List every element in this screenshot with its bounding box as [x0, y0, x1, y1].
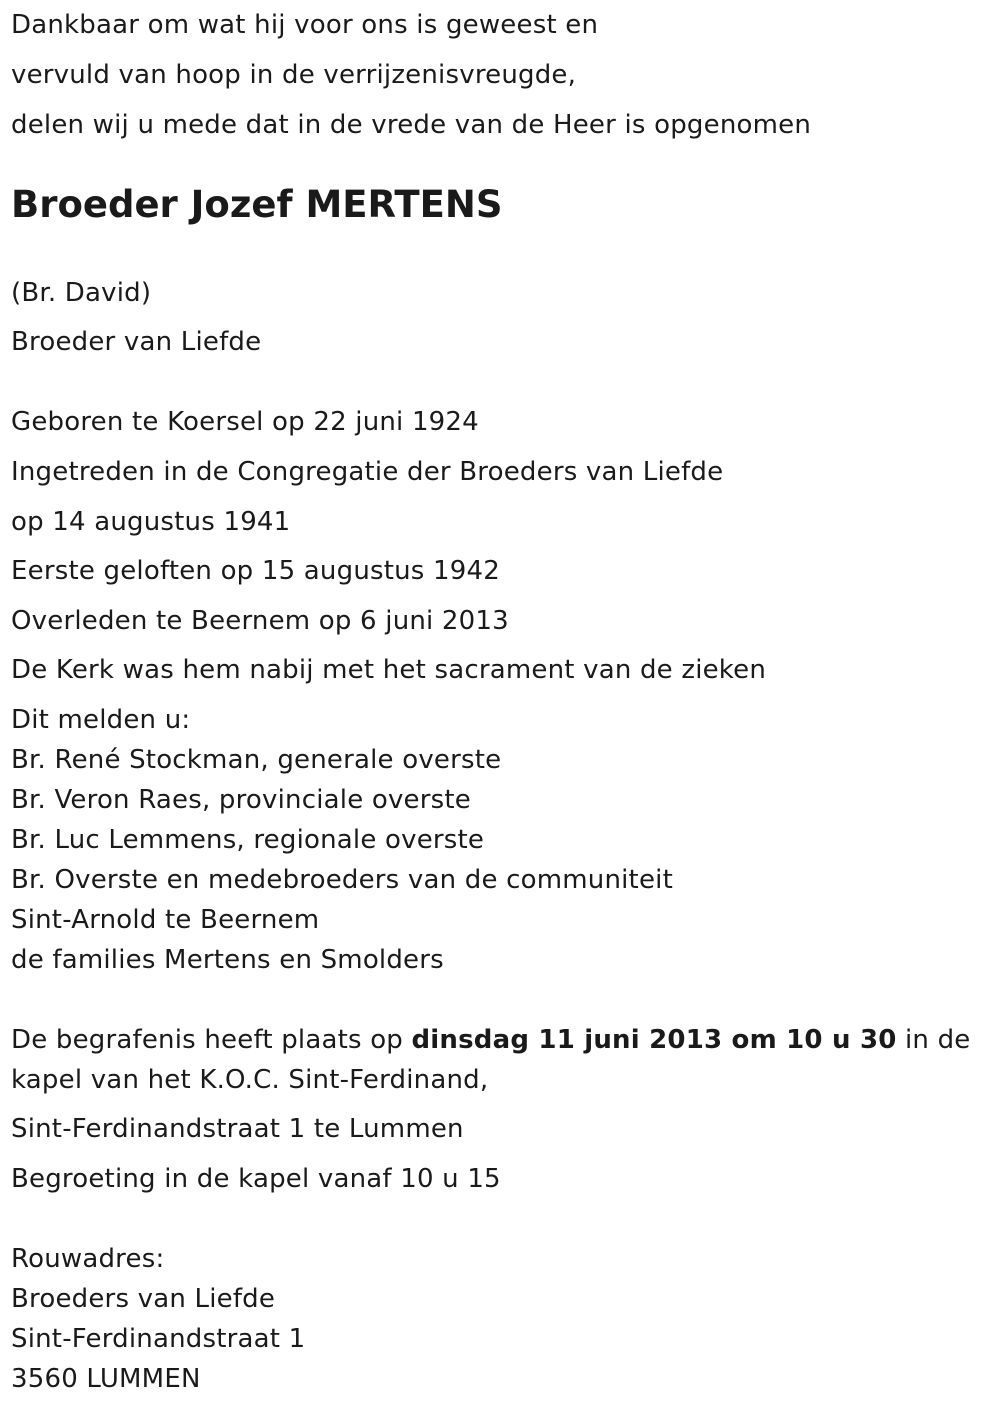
announcer-line: Br. René Stockman, generale overste — [11, 745, 502, 775]
deceased-name: Broeder Jozef MERTENS — [11, 183, 503, 226]
announcers-heading: Dit melden u: — [11, 705, 191, 735]
intro-line: Dankbaar om wat hij voor ons is geweest en — [11, 10, 599, 40]
address-heading: Rouwadres: — [11, 1244, 165, 1274]
bio-line: Overleden te Beernem op 6 juni 2013 — [11, 606, 509, 636]
intro-line: vervuld van hoop in de verrijzenisvreugde, — [11, 60, 577, 90]
order-name: Broeder van Liefde — [11, 327, 262, 357]
address-line: Sint-Ferdinandstraat 1 — [11, 1324, 306, 1354]
intro-line: delen wij u mede dat in de vrede van de Heer is opgenomen — [11, 110, 812, 140]
bio-line: Geboren te Koersel op 22 juni 1924 — [11, 407, 479, 437]
address-line: 3560 LUMMEN — [11, 1364, 201, 1394]
funeral-location: kapel van het K.O.C. Sint-Ferdinand, — [11, 1065, 489, 1095]
funeral-prefix: De begrafenis heeft plaats op — [11, 1025, 412, 1055]
funeral-line — [11, 1024, 970, 1056]
bio-line: Eerste geloften op 15 augustus 1942 — [11, 556, 500, 586]
announcer-line: de families Mertens en Smolders — [11, 945, 444, 975]
religious-name: (Br. David) — [11, 278, 152, 308]
funeral-suffix: in de — [896, 1025, 971, 1055]
announcer-line: Br. Luc Lemmens, regionale overste — [11, 825, 485, 855]
announcer-line: Br. Overste en medebroeders van de communiteit — [11, 865, 673, 895]
bio-line: Ingetreden in de Congregatie der Broeders van Liefde — [11, 457, 724, 487]
announcer-line: Sint-Arnold te Beernem — [11, 905, 320, 935]
bio-line: op 14 augustus 1941 — [11, 507, 291, 537]
announcer-line: Br. Veron Raes, provinciale overste — [11, 785, 471, 815]
address-line: Broeders van Liefde — [11, 1284, 276, 1314]
funeral-datetime: dinsdag 11 juni 2013 om 10 u 30 — [411, 1025, 897, 1055]
funeral-greeting: Begroeting in de kapel vanaf 10 u 15 — [11, 1164, 501, 1194]
funeral-street: Sint-Ferdinandstraat 1 te Lummen — [11, 1114, 464, 1144]
bio-line: De Kerk was hem nabij met het sacrament van de zieken — [11, 655, 767, 685]
